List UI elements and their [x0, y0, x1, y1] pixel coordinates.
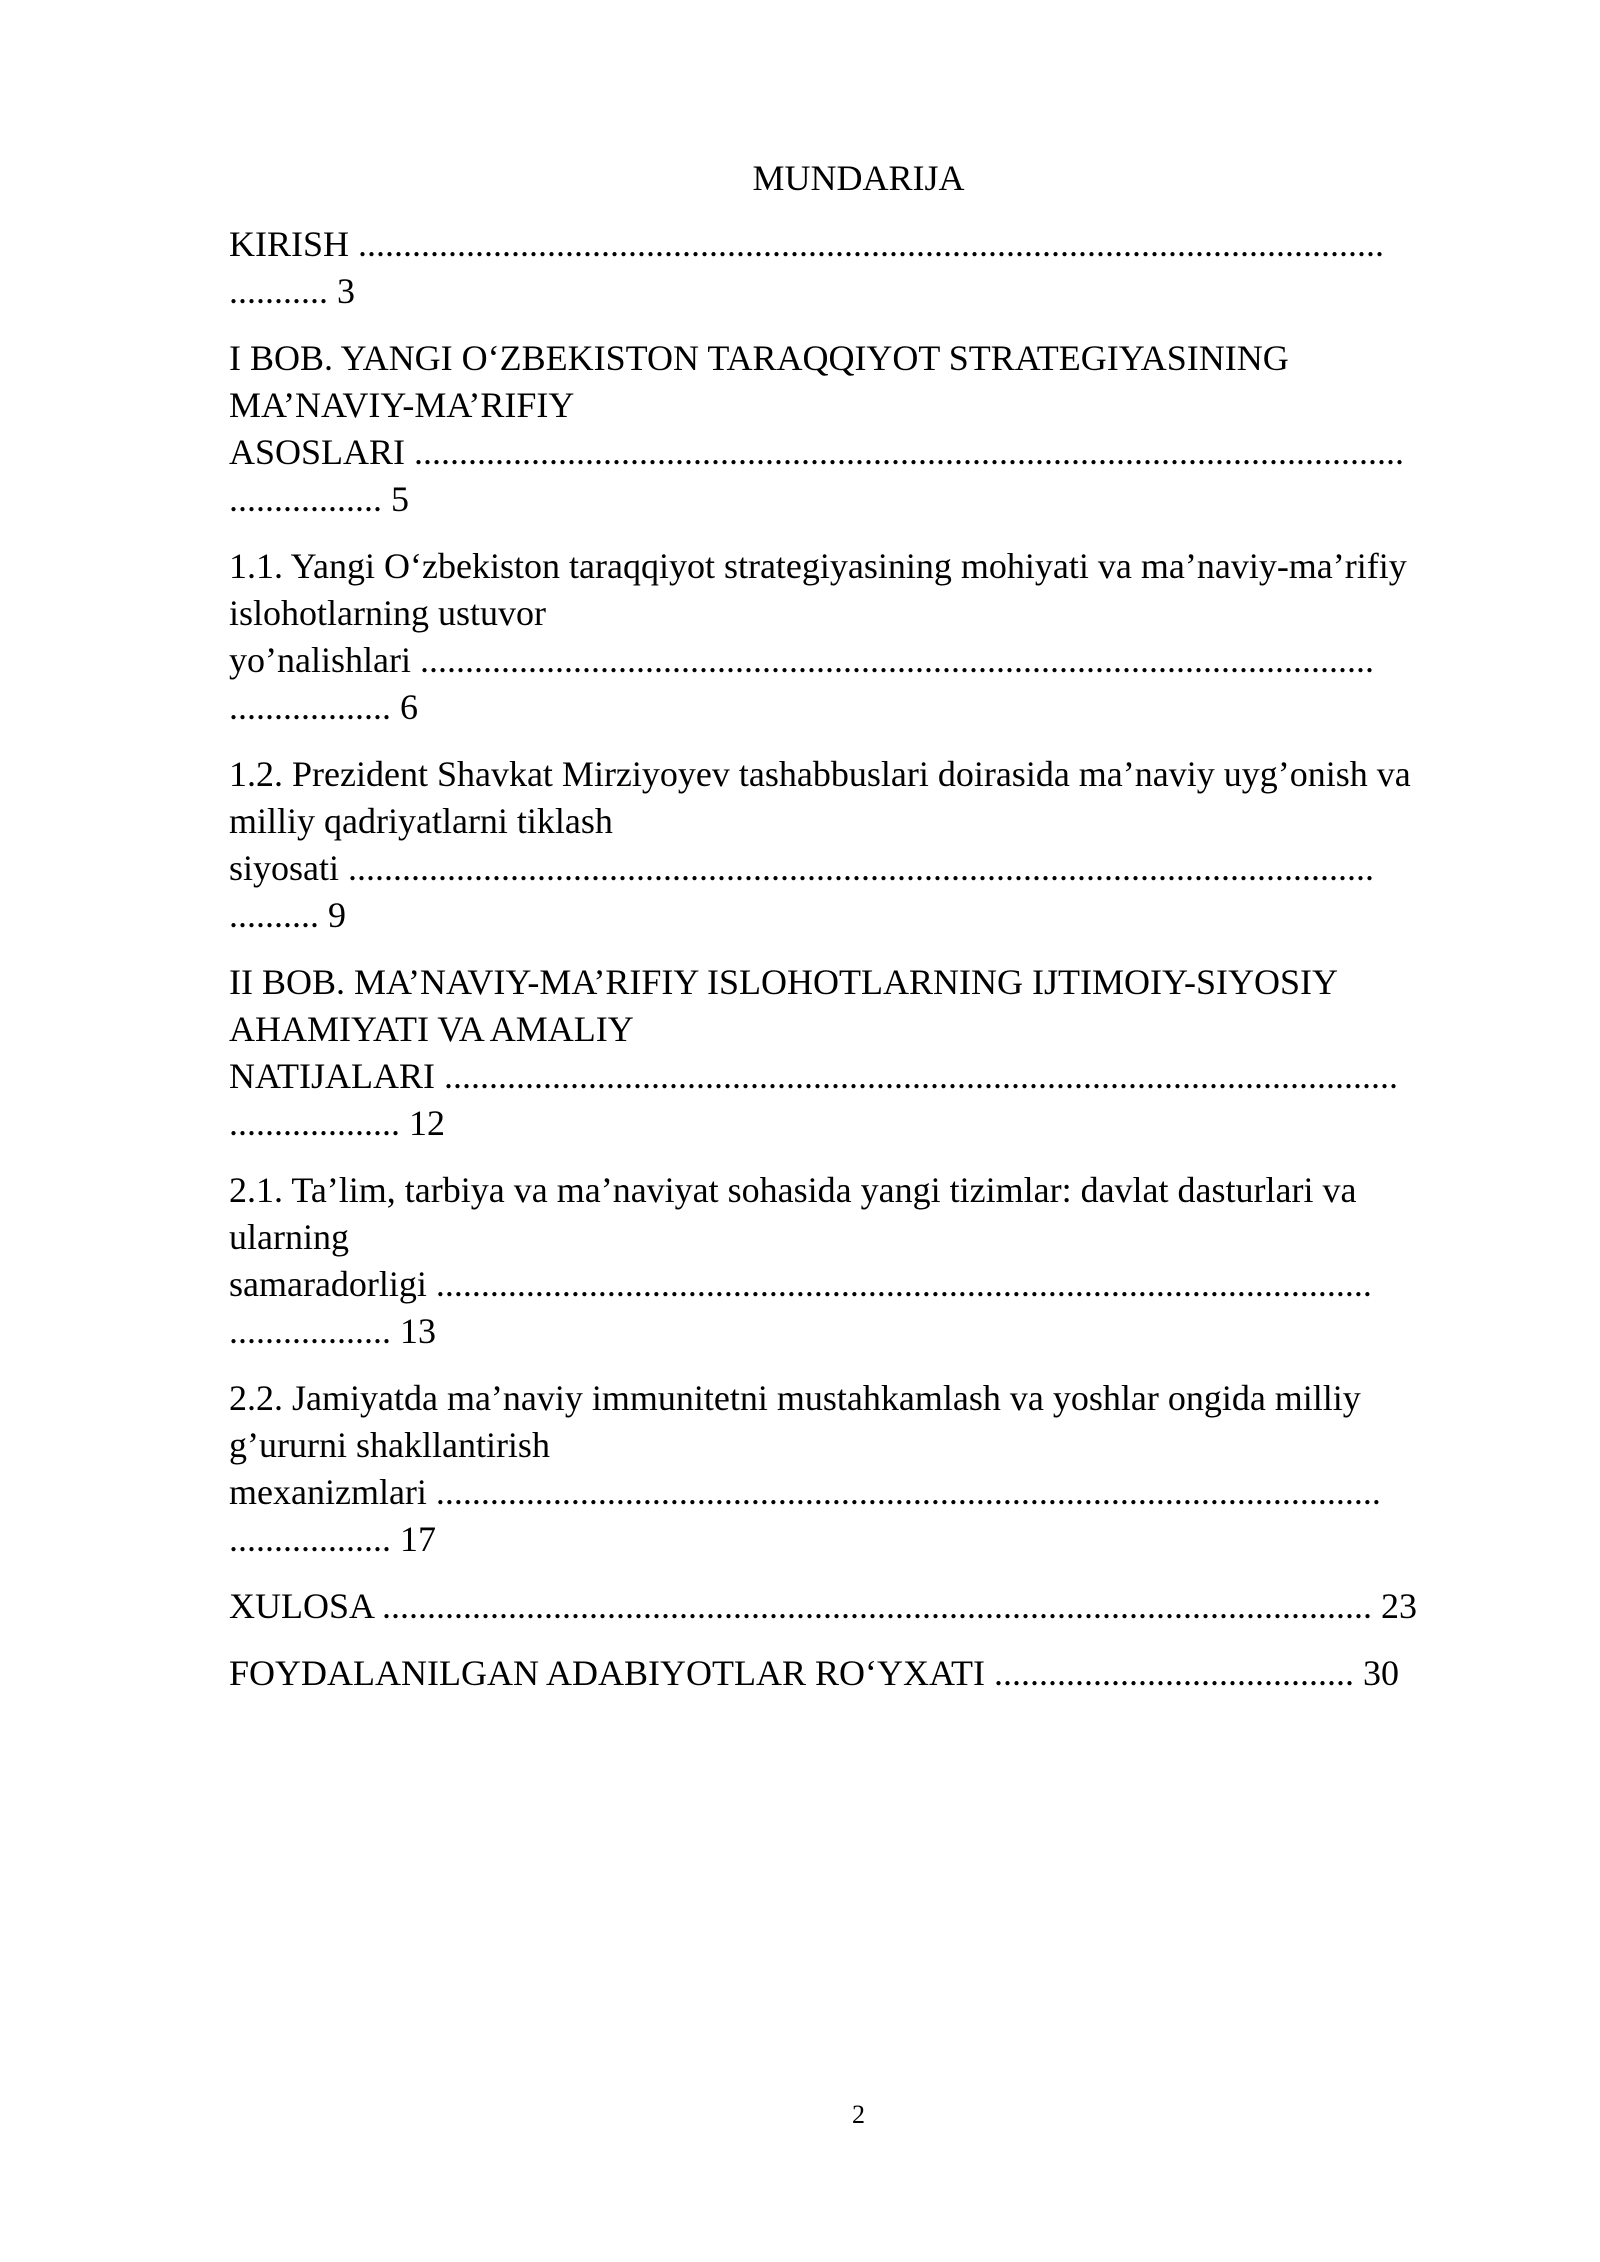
toc-line: 2.1. Ta’lim, tarbiya va ma’naviyat sohasida yangi tizimlar: davlat dasturlari va — [229, 1170, 1357, 1210]
toc-entry-chapter-2[interactable] — [229, 959, 1491, 1147]
toc-line: yo’nalishlari .......................................................................................................... — [229, 640, 1374, 680]
toc-line: I BOB. YANGI O‘ZBEKISTON TARAQQIYOT STRATEGIYASINING — [229, 338, 1289, 378]
page-number: 2 — [852, 2100, 865, 2129]
toc-line: 1.1. Yangi O‘zbekiston taraqqiyot strategiyasining mohiyati va ma’naviy-ma’rifiy — [229, 546, 1407, 586]
table-of-contents — [229, 221, 1491, 1717]
toc-entry-section-2-2[interactable] — [229, 1375, 1491, 1563]
toc-line: ........... 3 — [229, 271, 355, 311]
toc-entry-section-1-1[interactable] — [229, 543, 1491, 731]
toc-line: milliy qadriyatlarni tiklash — [229, 801, 613, 841]
toc-line: .................. 13 — [229, 1311, 436, 1351]
toc-line: ularning — [229, 1217, 349, 1257]
toc-line: ................. 5 — [229, 479, 409, 519]
toc-line: mexanizmlari ......................................................................................................... — [229, 1472, 1381, 1512]
toc-entry-adabiyotlar[interactable]: FOYDALANILGAN ADABIYOTLAR RO‘YXATI ........................................ 30 — [229, 1653, 1399, 1693]
toc-line: NATIJALARI .......................................................................................................... — [229, 1056, 1398, 1096]
toc-line: g’ururni shakllantirish — [229, 1425, 550, 1465]
toc-entry-kirish[interactable] — [229, 221, 1491, 315]
page-title: MUNDARIJA — [752, 158, 965, 198]
toc-line: ................... 12 — [229, 1103, 445, 1143]
toc-line: II BOB. MA’NAVIY-MA’RIFIY ISLOHOTLARNING IJTIMOIY-SIYOSIY — [229, 962, 1338, 1002]
toc-line: AHAMIYATI VA AMALIY — [229, 1009, 634, 1049]
toc-line: samaradorligi ........................................................................................................ — [229, 1264, 1372, 1304]
toc-entry-xulosa[interactable]: XULOSA .............................................................................................................. 23 — [229, 1586, 1418, 1626]
toc-line: .......... 9 — [229, 895, 346, 935]
toc-line: .................. 6 — [229, 687, 418, 727]
toc-line: 2.2. Jamiyatda ma’naviy immunitetni mustahkamlash va yoshlar ongida milliy — [229, 1378, 1361, 1418]
toc-line: MA’NAVIY-MA’RIFIY — [229, 385, 575, 425]
toc-line: 1.2. Prezident Shavkat Mirziyoyev tashabbuslari doirasida ma’naviy uyg’onish va — [229, 754, 1411, 794]
toc-entry-section-2-1[interactable] — [229, 1167, 1491, 1355]
toc-entry-chapter-1[interactable] — [229, 335, 1491, 523]
toc-line: islohotlarning ustuvor — [229, 593, 546, 633]
toc-entry-section-1-2[interactable] — [229, 751, 1491, 939]
toc-line: .................. 17 — [229, 1519, 436, 1559]
toc-line: KIRISH .................................................................................................................. — [229, 224, 1385, 264]
toc-line: siyosati .................................................................................................................. — [229, 848, 1375, 888]
toc-line: ASOSLARI .............................................................................................................. — [229, 432, 1405, 472]
